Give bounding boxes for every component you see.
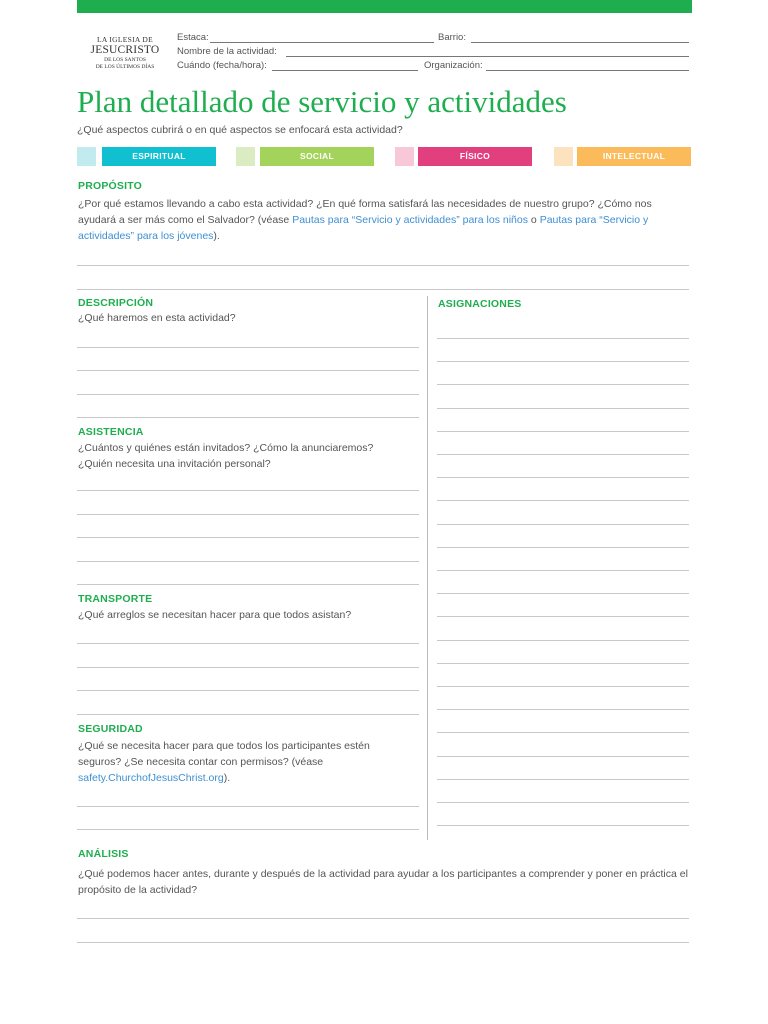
asignaciones-line[interactable] (437, 524, 689, 525)
asignaciones-line[interactable] (437, 547, 689, 548)
safety-link[interactable]: safety.ChurchofJesusChrist.org (78, 772, 224, 784)
proposito-connector: o (528, 214, 540, 226)
fisico-label: FÍSICO (418, 147, 532, 166)
nombre-actividad-label: Nombre de la actividad: (177, 46, 277, 57)
asignaciones-line[interactable] (437, 477, 689, 478)
analisis-line[interactable] (77, 918, 689, 919)
asignaciones-line[interactable] (437, 570, 689, 571)
asistencia-heading: ASISTENCIA (78, 426, 144, 438)
proposito-line[interactable] (77, 265, 689, 266)
asignaciones-line[interactable] (437, 802, 689, 803)
transporte-line[interactable] (77, 690, 419, 691)
organizacion-label: Organización: (424, 60, 483, 71)
pautas-ninos-link[interactable]: Pautas para “Servicio y actividades” para los niños (292, 214, 528, 226)
descripcion-line[interactable] (77, 394, 419, 395)
church-logo: LA IGLESIA DE JESUCRISTO DE LOS SANTOS DE LOS ÚLTIMOS DÍAS (90, 35, 160, 70)
transporte-line[interactable] (77, 667, 419, 668)
asignaciones-line[interactable] (437, 384, 689, 385)
asignaciones-line[interactable] (437, 686, 689, 687)
social-label: SOCIAL (260, 147, 374, 166)
proposito-text: ¿Por qué estamos llevando a cabo esta actividad? ¿En qué forma satisfará las necesidades de nuestro grupo? ¿Cómo nos ayudará a ser más como el Salvador? (véase (78, 198, 652, 226)
asistencia-line[interactable] (77, 561, 419, 562)
asignaciones-line[interactable] (437, 640, 689, 641)
asignaciones-line[interactable] (437, 709, 689, 710)
seguridad-text: ¿Qué se necesita hacer para que todos los participantes estén seguros? ¿Se necesita contar con permisos? (véase (78, 740, 370, 768)
nombre-actividad-field[interactable] (286, 56, 689, 57)
espiritual-checkbox[interactable] (77, 147, 96, 166)
asignaciones-line[interactable] (437, 663, 689, 664)
seguridad-line[interactable] (77, 806, 419, 807)
descripcion-line[interactable] (77, 370, 419, 371)
transporte-line[interactable] (77, 643, 419, 644)
asignaciones-line[interactable] (437, 361, 689, 362)
column-divider (427, 296, 428, 840)
espiritual-label: ESPIRITUAL (102, 147, 216, 166)
seguridad-line[interactable] (77, 829, 419, 830)
cuando-label: Cuándo (fecha/hora): (177, 60, 267, 71)
page-subtitle: ¿Qué aspectos cubrirá o en qué aspectos se enfocará esta actividad? (77, 124, 403, 136)
cuando-field[interactable] (272, 70, 418, 71)
top-green-bar (77, 0, 692, 13)
asistencia-line[interactable] (77, 490, 419, 491)
proposito-end: ). (213, 230, 220, 242)
asistencia-question: ¿Cuántos y quiénes están invitados? ¿Cómo la anunciaremos? ¿Quién necesita una invitación personal? (78, 442, 374, 470)
asignaciones-line[interactable] (437, 454, 689, 455)
asignaciones-line[interactable] (437, 732, 689, 733)
proposito-heading: PROPÓSITO (78, 180, 143, 192)
pautas-jovenes-link[interactable]: Pautas para “Servicio y actividades” para los jóvenes (78, 214, 649, 242)
estaca-field[interactable] (210, 42, 434, 43)
descripcion-question: ¿Qué haremos en esta actividad? (78, 312, 236, 324)
proposito-question (78, 196, 683, 244)
seguridad-heading: SEGURIDAD (78, 723, 143, 735)
intelectual-checkbox[interactable] (554, 147, 573, 166)
asignaciones-line[interactable] (437, 593, 689, 594)
intelectual-label: INTELECTUAL (577, 147, 691, 166)
asignaciones-line[interactable] (437, 825, 689, 826)
asistencia-line[interactable] (77, 514, 419, 515)
analisis-line[interactable] (77, 942, 689, 943)
page-title: Plan detallado de servicio y actividades (77, 84, 567, 119)
estaca-label: Estaca: (177, 32, 209, 43)
asignaciones-line[interactable] (437, 408, 689, 409)
transporte-heading: TRANSPORTE (78, 593, 153, 605)
social-checkbox[interactable] (236, 147, 255, 166)
analisis-question: ¿Qué podemos hacer antes, durante y después de la actividad para ayudar a los participantes a comprender y poner en práctica el propósito de la actividad? (78, 868, 688, 896)
analisis-heading: ANÁLISIS (78, 848, 129, 860)
fisico-checkbox[interactable] (395, 147, 414, 166)
asignaciones-line[interactable] (437, 338, 689, 339)
asignaciones-line[interactable] (437, 431, 689, 432)
asistencia-line[interactable] (77, 537, 419, 538)
asignaciones-line[interactable] (437, 756, 689, 757)
transporte-line[interactable] (77, 714, 419, 715)
asignaciones-line[interactable] (437, 779, 689, 780)
barrio-field[interactable] (471, 42, 689, 43)
transporte-question: ¿Qué arreglos se necesitan hacer para que todos asistan? (78, 609, 352, 621)
seguridad-end: ). (223, 772, 231, 784)
descripcion-line[interactable] (77, 417, 419, 418)
descripcion-line[interactable] (77, 347, 419, 348)
seguridad-question (78, 738, 398, 786)
asignaciones-heading: ASIGNACIONES (438, 298, 522, 310)
organizacion-field[interactable] (486, 70, 689, 71)
barrio-label: Barrio: (438, 32, 466, 43)
asistencia-line[interactable] (77, 584, 419, 585)
asignaciones-line[interactable] (437, 500, 689, 501)
proposito-line[interactable] (77, 289, 689, 290)
asignaciones-line[interactable] (437, 616, 689, 617)
descripcion-heading: DESCRIPCIÓN (78, 297, 154, 309)
